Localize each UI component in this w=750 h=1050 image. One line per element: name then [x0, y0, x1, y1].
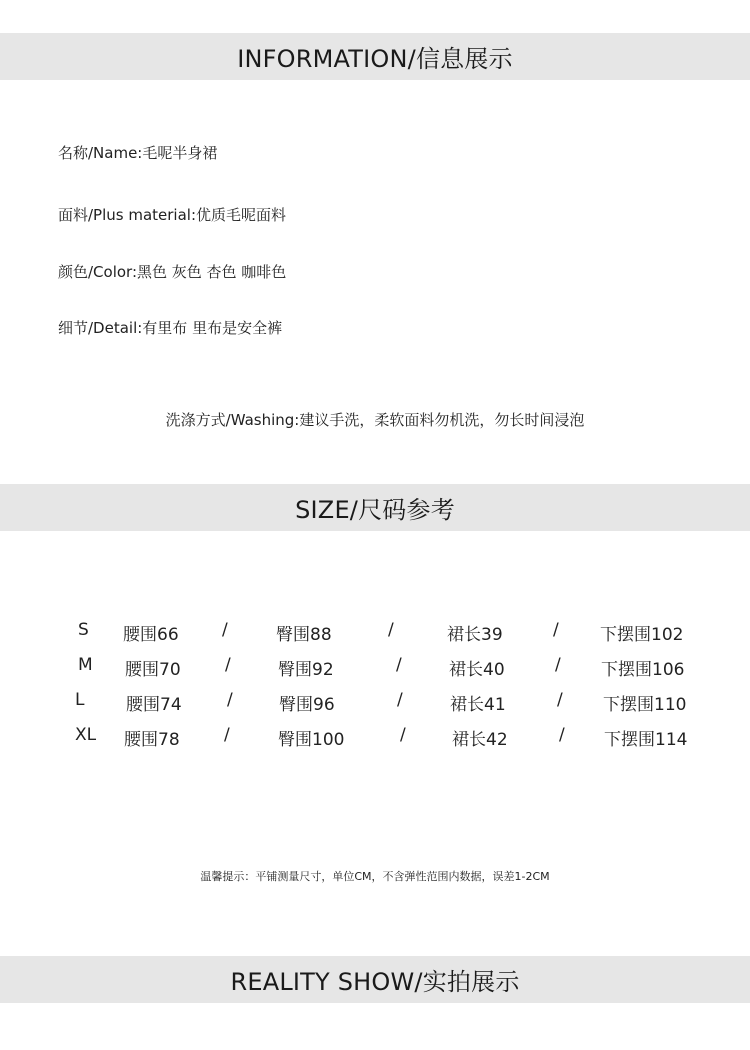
information-header: [0, 33, 750, 80]
separator: /: [396, 655, 402, 675]
info-material: 面料/Plus material:优质毛呢面料: [58, 206, 287, 224]
waist-cell: 腰围70: [125, 660, 181, 680]
info-detail: 细节/Detail:有里布 里布是安全裤: [58, 319, 283, 337]
info-name: 名称/Name:毛呢半身裙: [58, 144, 218, 162]
size-row: [0, 725, 750, 755]
hem-cell: 下摆围110: [603, 695, 687, 715]
hip-cell: 臀围92: [278, 660, 334, 680]
hip-cell: 臀围96: [279, 695, 335, 715]
info-color: 颜色/Color:黑色 灰色 杏色 咖啡色: [58, 263, 287, 281]
separator: /: [555, 655, 561, 675]
length-cell: 裙长39: [447, 625, 503, 645]
info-washing: 洗涤方式/Washing:建议手洗，柔软面料勿机洗，勿长时间浸泡: [165, 411, 585, 429]
hip-cell: 臀围88: [276, 625, 332, 645]
separator: /: [388, 620, 394, 640]
waist-cell: 腰围74: [126, 695, 182, 715]
waist-cell: 腰围78: [124, 730, 180, 750]
separator: /: [224, 725, 230, 745]
separator: /: [397, 690, 403, 710]
hem-cell: 下摆围114: [604, 730, 688, 750]
separator: /: [553, 620, 559, 640]
size-label: XL: [75, 725, 97, 745]
waist-cell: 腰围66: [123, 625, 179, 645]
size-label: L: [75, 690, 85, 710]
length-cell: 裙长40: [449, 660, 505, 680]
size-row: [0, 655, 750, 685]
length-cell: 裙长42: [452, 730, 508, 750]
hem-cell: 下摆围102: [600, 625, 684, 645]
reality-header: [0, 956, 750, 1003]
size-header: [0, 484, 750, 531]
separator: /: [222, 620, 228, 640]
length-cell: 裙长41: [450, 695, 506, 715]
separator: /: [225, 655, 231, 675]
separator: /: [227, 690, 233, 710]
separator: /: [559, 725, 565, 745]
separator: /: [557, 690, 563, 710]
size-row: [0, 690, 750, 720]
measurement-note: 温馨提示：平铺测量尺寸，单位CM，不含弹性范围内数据，误差1-2CM: [200, 870, 550, 883]
information-title: INFORMATION/信息展示: [237, 45, 513, 73]
size-title: SIZE/尺码参考: [295, 496, 455, 524]
size-row: [0, 620, 750, 650]
size-label: M: [78, 655, 93, 675]
hip-cell: 臀围100: [278, 730, 345, 750]
separator: /: [400, 725, 406, 745]
size-label: S: [78, 620, 89, 640]
hem-cell: 下摆围106: [601, 660, 685, 680]
reality-title: REALITY SHOW/实拍展示: [230, 968, 520, 996]
